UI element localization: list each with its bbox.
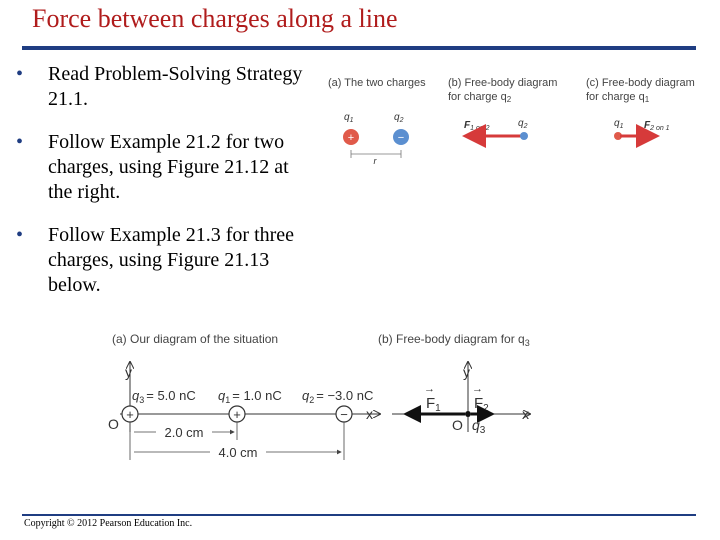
- q3-label: $q_3$: [472, 417, 486, 436]
- y-axis-label: y: [463, 364, 470, 380]
- bullet-item: [16, 62, 316, 112]
- q3-value-label: $q_3 = 5.0$ nC: [132, 388, 196, 405]
- minus-sign: −: [397, 132, 405, 144]
- panel-b-caption-line2: for charge q2: [448, 91, 512, 104]
- bullet-text: Read Problem-Solving Strategy 21.1.: [48, 63, 303, 110]
- figure-21-12: [318, 66, 718, 176]
- origin-label: O: [108, 416, 119, 432]
- footer-divider: [22, 514, 696, 516]
- x-axis-label: x: [522, 406, 529, 422]
- bullet-item: [16, 130, 316, 205]
- bullet-text: Follow Example 21.3 for three charges, using Figure 21.13 below.: [48, 224, 295, 296]
- distance-2cm-label: 2.0 cm: [164, 425, 204, 440]
- fig-21-12-panel-b: [448, 77, 557, 140]
- f2-label: $F_2$: [474, 395, 489, 414]
- charge-q3-dot: [465, 411, 471, 417]
- bullet-symbol: •: [16, 224, 24, 246]
- fig-21-12-panel-a: [328, 77, 426, 166]
- bullet-item: [16, 223, 316, 298]
- f1-label: $F_1$: [426, 395, 441, 414]
- q2-label: $q_2$: [394, 112, 404, 124]
- bullet-list: [16, 62, 316, 316]
- bullet-symbol: •: [16, 63, 24, 85]
- panel-a-caption: (a) The two charges: [328, 77, 426, 89]
- q2-value-label: $q_2 = -3.0$ nC: [302, 388, 374, 405]
- panel-a-caption: (a) Our diagram of the situation: [112, 332, 279, 346]
- f1-vector-arrow-icon: →: [424, 383, 435, 395]
- panel-c-caption-line2: for charge q1: [586, 91, 650, 104]
- distance-4cm-label: 4.0 cm: [218, 445, 258, 460]
- panel-b-caption-line1: (b) Free-body diagram: [448, 77, 558, 89]
- f-2-on-1-label: $F_{2 on 1}$: [644, 120, 670, 132]
- q2-minus-sign: −: [340, 407, 348, 422]
- q1-label: $q_1$: [344, 112, 354, 124]
- panel-b-caption: (b) Free-body diagram for $q_3$: [378, 332, 530, 348]
- y-axis-label: y: [125, 364, 132, 380]
- fig-21-13-panel-b: [378, 332, 530, 436]
- q1-plus-sign: +: [233, 407, 241, 422]
- f2-vector-arrow-icon: →: [472, 383, 483, 395]
- q3-plus-sign: +: [126, 407, 134, 422]
- slide-title: Force between charges along a line: [32, 4, 398, 33]
- figure-21-13: [100, 322, 570, 472]
- copyright-notice: Copyright © 2012 Pearson Education Inc.: [24, 518, 193, 529]
- plus-sign: +: [347, 132, 355, 144]
- fig-21-12-panel-c: [586, 77, 695, 140]
- fig-21-13-panel-a: [108, 332, 380, 460]
- charge-q1-label: $q_1$: [614, 118, 624, 130]
- r-label: r: [373, 156, 377, 166]
- origin-label: O: [452, 417, 463, 433]
- bullet-symbol: •: [16, 131, 24, 153]
- x-axis-label: x: [366, 406, 373, 422]
- f-1-on-2-label: $F_{1 on 2}$: [464, 120, 490, 132]
- bullet-text: Follow Example 21.2 for two charges, using Figure 21.12 at the right.: [48, 131, 289, 203]
- title-divider: [22, 46, 696, 50]
- charge-dot-q2: [520, 132, 528, 140]
- q1-value-label: $q_1 = 1.0$ nC: [218, 388, 282, 405]
- charge-q2-label: $q_2$: [518, 118, 528, 130]
- panel-c-caption-line1: (c) Free-body diagram: [586, 77, 695, 89]
